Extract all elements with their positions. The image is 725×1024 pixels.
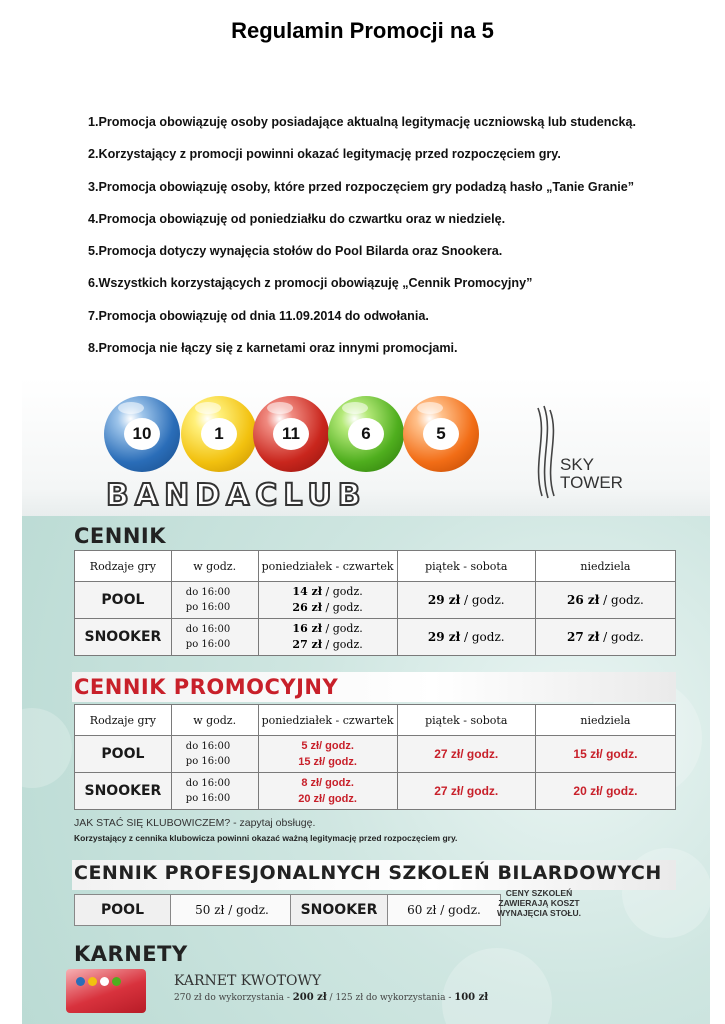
hours-cell: do 16:00 po 16:00	[171, 619, 258, 656]
karnet-details: 270 zł do wykorzystania - 200 zł / 125 zł do wykorzystania - 100 zł	[174, 992, 489, 1003]
rule-item: 1.Promocja obowiązuję osoby posiadające aktualną legitymację uczniowską lub studencką.	[88, 115, 637, 129]
hours-cell: do 16:00 po 16:00	[171, 773, 258, 810]
sunday-price: 26 zł / godz.	[535, 582, 675, 619]
karnet-card-icon	[66, 969, 146, 1013]
club-note: Korzystający z cennika klubowicza powinni okazać ważną legitymację przed rozpoczęciem gry.	[74, 833, 458, 843]
billiard-ball-icon: 1	[181, 396, 257, 472]
cennik-table	[74, 550, 676, 656]
training-prices	[72, 894, 502, 924]
decor-bubble	[22, 708, 72, 788]
column-header: poniedziałek - czwartek	[258, 705, 397, 736]
training-heading: CENNIK PROFESJONALNYCH SZKOLEŃ BILARDOWYCH	[74, 862, 662, 884]
column-header: w godz.	[171, 551, 258, 582]
karnet-title: KARNET KWOTOWY	[174, 973, 322, 989]
billiard-ball-icon: 11	[253, 396, 329, 472]
promo-heading: CENNIK PROMOCYJNY	[74, 675, 339, 699]
sunday-price: 15 zł/ godz.	[535, 736, 675, 773]
weekday-price: 8 zł/ godz. 20 zł/ godz.	[258, 773, 397, 810]
weekday-price: 14 zł / godz. 26 zł / godz.	[258, 582, 397, 619]
friday-price: 27 zł/ godz.	[397, 773, 535, 810]
friday-price: 29 zł / godz.	[397, 619, 535, 656]
column-header: Rodzaje gry	[75, 705, 172, 736]
friday-price: 29 zł / godz.	[397, 582, 535, 619]
column-header: piątek - sobota	[397, 705, 535, 736]
column-header: piątek - sobota	[397, 551, 535, 582]
club-question: JAK STAĆ SIĘ KLUBOWICZEM? - zapytaj obsługę.	[74, 817, 316, 829]
game-type: POOL	[75, 582, 172, 619]
column-header: niedziela	[535, 551, 675, 582]
weekday-price: 16 zł / godz. 27 zł / godz.	[258, 619, 397, 656]
cennik-heading: CENNIK	[74, 524, 166, 548]
rule-item: 4.Promocja obowiązuję od poniedziałku do czwartku oraz w niedzielę.	[88, 211, 506, 226]
bandaclub-logo: BANDACLUB	[106, 478, 367, 513]
price-flyer	[22, 378, 710, 1024]
training-snooker-price: 60 zł / godz.	[387, 894, 501, 926]
hours-cell: do 16:00 po 16:00	[171, 582, 258, 619]
karnety-heading: KARNETY	[74, 942, 188, 966]
promo-table	[74, 704, 676, 810]
column-header: poniedziałek - czwartek	[258, 551, 397, 582]
flyer-header	[22, 378, 710, 516]
billiard-ball-icon: 10	[104, 396, 180, 472]
rule-item: 8.Promocja nie łączy się z karnetami oraz innymi promocjami.	[88, 341, 458, 356]
training-snooker-label: SNOOKER	[290, 894, 388, 926]
rule-item: 2.Korzystający z promocji powinni okazać legitymację przed rozpoczęciem gry.	[88, 147, 561, 162]
sunday-price: 20 zł/ godz.	[535, 773, 675, 810]
table-row	[75, 619, 676, 656]
column-header: Rodzaje gry	[75, 551, 172, 582]
table-row	[75, 773, 676, 810]
rule-item: 6.Wszystkich korzystających z promocji obowiązuję „Cennik Promocyjny”	[88, 276, 533, 291]
sunday-price: 27 zł / godz.	[535, 619, 675, 656]
table-row	[75, 736, 676, 773]
table-header-row	[75, 705, 676, 736]
training-pool-price: 50 zł / godz.	[170, 894, 294, 926]
sky-tower-logo-icon	[530, 404, 560, 500]
page-title: Regulamin Promocji na 5	[231, 18, 494, 43]
billiard-ball-icon: 6	[328, 396, 404, 472]
column-header: niedziela	[535, 705, 675, 736]
training-note: CENY SZKOLEŃ ZAWIERAJĄ KOSZT WYNAJĘCIA STOŁU.	[496, 888, 582, 918]
billiard-ball-icon: 5	[403, 396, 479, 472]
decor-bubble	[442, 948, 552, 1024]
rule-item: 3.Promocja obowiązuję osoby, które przed rozpoczęciem gry podadzą hasło „Tanie Granie”	[88, 179, 635, 194]
hours-cell: do 16:00 po 16:00	[171, 736, 258, 773]
friday-price: 27 zł/ godz.	[397, 736, 535, 773]
sky-tower-logo-text: SKY TOWER	[560, 455, 623, 492]
table-row	[75, 582, 676, 619]
column-header: w godz.	[171, 705, 258, 736]
game-type: SNOOKER	[75, 773, 172, 810]
game-type: SNOOKER	[75, 619, 172, 656]
training-pool-label: POOL	[74, 894, 171, 926]
table-header-row	[75, 551, 676, 582]
rule-item: 7.Promocja obowiązuję od dnia 11.09.2014 do odwołania.	[88, 308, 429, 323]
game-type: POOL	[75, 736, 172, 773]
weekday-price: 5 zł/ godz. 15 zł/ godz.	[258, 736, 397, 773]
rules-list	[88, 112, 708, 370]
rule-item: 5.Promocja dotyczy wynajęcia stołów do Pool Bilarda oraz Snookera.	[88, 244, 503, 259]
